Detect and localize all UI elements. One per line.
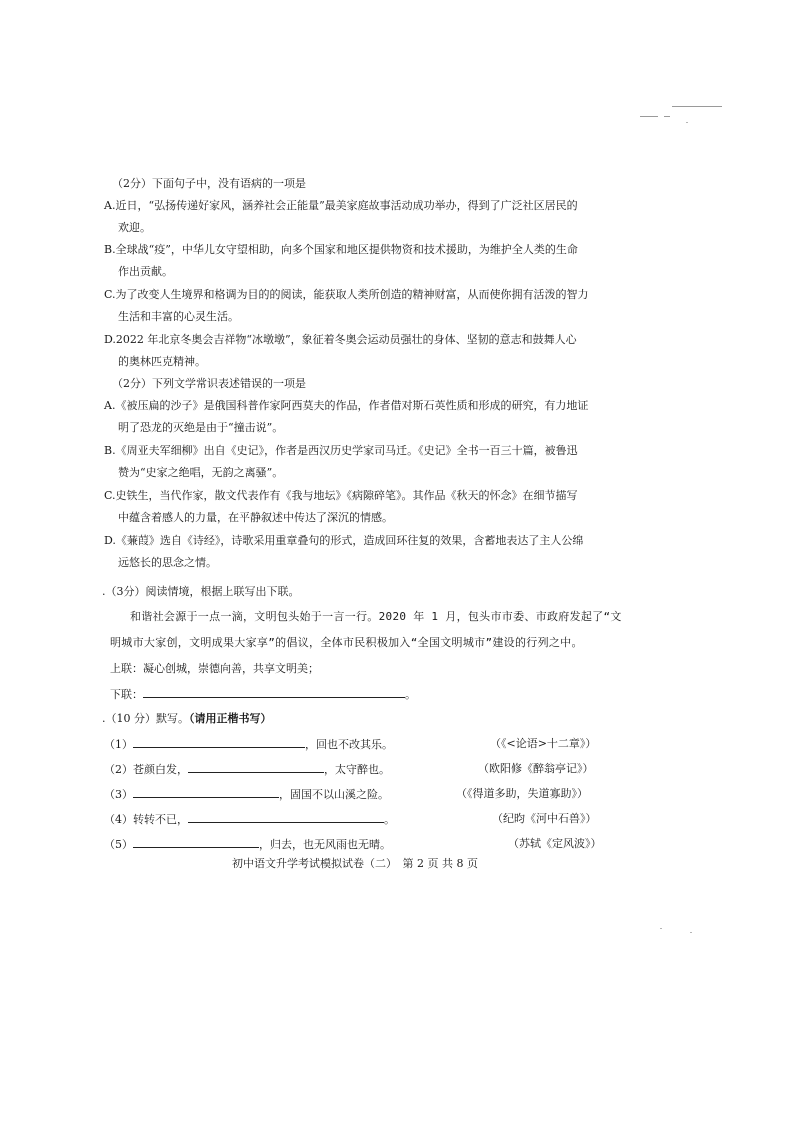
option-a: A.《被压扁的沙子》是俄国科普作家阿西莫夫的作品，作者借对斯石英性质和形成的研究，有力地证 bbox=[104, 399, 589, 412]
passage-line: 明城市大家创，文明成果大家享”的倡议，全体市民积极加入“全国文明城市”建设的行列之中。 bbox=[110, 636, 583, 649]
question-prompt bbox=[102, 711, 272, 727]
dictation-blank[interactable] bbox=[133, 836, 259, 848]
scan-mark bbox=[664, 116, 670, 117]
option-d-cont: 远悠长的思念之情。 bbox=[118, 556, 217, 569]
dictation-prompt: .（10 分）默写。 bbox=[102, 712, 189, 725]
passage-line: 和谐社会源于一点一滴，文明包头始于一言一行。2020 年 1 月，包头市市委、市政府发起了“文 bbox=[130, 610, 622, 623]
dictation-num: （2）苍颜白发， bbox=[104, 763, 188, 776]
question-prompt: .（3分）阅读情境，根据上联写出下联。 bbox=[102, 585, 300, 598]
dictation-text: ，太守醉也。 bbox=[324, 763, 390, 776]
dictation-source: （欧阳修《醉翁亭记》） bbox=[478, 762, 594, 775]
dictation-blank[interactable] bbox=[188, 811, 384, 823]
dictation-item bbox=[104, 736, 393, 753]
option-d: D.《蒹葭》选自《诗经》，诗歌采用重章叠句的形式，造成回环往复的效果，含蓄地表达了主人公绵 bbox=[104, 534, 584, 547]
option-d-cont: 的奥林匹克精神。 bbox=[118, 355, 206, 368]
question-prompt: （2分）下列文学常识表述错误的一项是 bbox=[112, 377, 306, 390]
option-c: C.为了改变人生境界和格调为目的的阅读，能获取人类所创造的精神财富，从而使你拥有活泼的智力 bbox=[104, 288, 589, 301]
dictation-text: ，固国不以山溪之险。 bbox=[279, 788, 389, 801]
option-b-cont: 赞为“史家之绝唱，无韵之离骚”。 bbox=[118, 466, 284, 479]
question-prompt: （2分）下面句子中，没有语病的一项是 bbox=[112, 177, 306, 190]
option-a: A.近日，“弘扬传递好家风，涵养社会正能量”最美家庭故事活动成功举办，得到了广泛社区居民的 bbox=[104, 199, 578, 212]
scan-dot bbox=[690, 932, 692, 933]
dictation-blank[interactable] bbox=[133, 736, 305, 748]
option-c-cont: 生活和丰富的心灵生活。 bbox=[118, 310, 239, 323]
option-b: B.全球战“疫”，中华儿女守望相助，向多个国家和地区提供物资和技术援助，为维护全人类的生命 bbox=[104, 243, 578, 256]
lower-couplet-end: 。 bbox=[405, 688, 416, 701]
dictation-num: （4）转转不已， bbox=[104, 813, 188, 826]
scan-dot bbox=[660, 928, 662, 929]
dictation-source: （纪昀《河中石兽》） bbox=[492, 812, 597, 825]
option-b-cont: 作出贡献。 bbox=[118, 265, 173, 278]
scan-dot bbox=[686, 122, 688, 123]
upper-couplet: 上联：凝心创城，崇德向善，共享文明美； bbox=[110, 662, 319, 675]
lower-couplet-blank[interactable] bbox=[143, 686, 405, 698]
option-a-cont: 欢迎。 bbox=[118, 221, 151, 234]
dictation-text: ，回也不改其乐。 bbox=[305, 738, 393, 751]
dictation-source: （苏轼《定风波》） bbox=[508, 837, 602, 850]
dictation-num: （5） bbox=[104, 838, 133, 851]
dictation-item bbox=[104, 761, 390, 778]
option-a-cont: 明了恐龙的灭绝是由于“撞击说”。 bbox=[118, 421, 284, 434]
dictation-source: （《得道多助，失道寡助》） bbox=[456, 787, 588, 800]
page-footer: 初中语文升学考试模拟试卷（二） 第 2 页 共 8 页 bbox=[232, 857, 478, 870]
dictation-item bbox=[104, 786, 389, 803]
dictation-item bbox=[104, 811, 395, 828]
option-d: D.2022 年北京冬奥会吉祥物“冰墩墩”，象征着冬奥会运动员强壮的身体、坚韧的意志和鼓舞人心 bbox=[104, 333, 577, 346]
option-b: B.《周亚夫军细柳》出自《史记》，作者是西汉历史学家司马迁。《史记》全书一百三十篇，被鲁迅 bbox=[104, 444, 578, 457]
dictation-blank[interactable] bbox=[188, 761, 324, 773]
option-c-cont: 中蕴含着感人的力量，在平静叙述中传达了深沉的情感。 bbox=[118, 511, 393, 524]
dictation-num: （1） bbox=[104, 738, 133, 751]
lower-couplet-row bbox=[110, 686, 416, 703]
dictation-instruction: （请用正楷书写） bbox=[189, 712, 272, 725]
dictation-text: ，归去，也无风雨也无晴。 bbox=[259, 838, 391, 851]
scan-mark bbox=[672, 106, 722, 107]
dictation-item bbox=[104, 836, 391, 853]
lower-couplet-label: 下联： bbox=[110, 688, 143, 701]
dictation-blank[interactable] bbox=[133, 786, 279, 798]
scan-mark bbox=[640, 116, 658, 117]
dictation-text: 。 bbox=[384, 813, 395, 826]
option-c: C.史铁生，当代作家，散文代表作有《我与地坛》《病隙碎笔》。其作品《秋天的怀念》在细节描写 bbox=[104, 489, 578, 502]
dictation-source: （《<论语>十二章》） bbox=[490, 737, 597, 750]
dictation-num: （3） bbox=[104, 788, 133, 801]
